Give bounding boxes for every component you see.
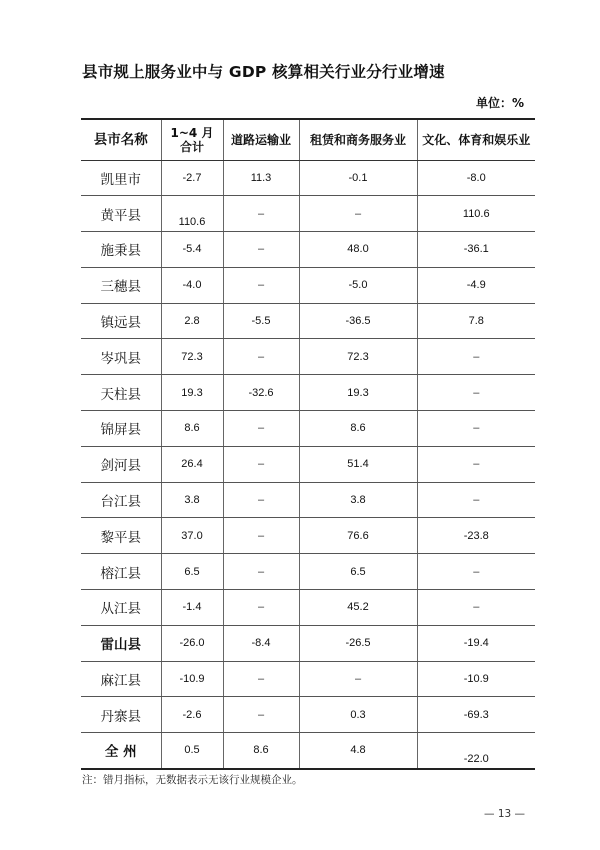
table-row — [81, 446, 535, 482]
county-name-cell: 三穗县 — [81, 267, 161, 303]
leasing-business-cell: 51.4 — [299, 446, 417, 482]
total-cell: 8.6 — [161, 411, 223, 447]
total-cell: 72.3 — [161, 339, 223, 375]
culture-sports-cell: – — [417, 411, 535, 447]
road-transport-cell: -5.5 — [223, 303, 299, 339]
leasing-business-cell: -26.5 — [299, 625, 417, 661]
county-name-cell: 天柱县 — [81, 375, 161, 411]
leasing-business-cell: 48.0 — [299, 232, 417, 268]
road-transport-cell: – — [223, 661, 299, 697]
leasing-business-cell: – — [299, 661, 417, 697]
leasing-business-cell: 76.6 — [299, 518, 417, 554]
page-number: — 13 — — [484, 808, 526, 820]
leasing-business-cell: -36.5 — [299, 303, 417, 339]
county-name-cell: 剑河县 — [81, 446, 161, 482]
total-cell: -2.6 — [161, 697, 223, 733]
header-total — [161, 119, 223, 160]
header-road-transport: 道路运输业 — [223, 119, 299, 160]
road-transport-cell: – — [223, 482, 299, 518]
table-row — [81, 160, 535, 196]
county-name-cell: 施秉县 — [81, 232, 161, 268]
county-name-cell: 榕江县 — [81, 554, 161, 590]
growth-table — [81, 118, 535, 770]
table-row — [81, 625, 535, 661]
table-row — [81, 375, 535, 411]
total-cell: -26.0 — [161, 625, 223, 661]
total-cell: 2.8 — [161, 303, 223, 339]
culture-sports-cell: 110.6 — [417, 196, 535, 232]
leasing-business-cell: 72.3 — [299, 339, 417, 375]
culture-sports-cell: 7.8 — [417, 303, 535, 339]
total-cell: -1.4 — [161, 590, 223, 626]
county-name-cell: 锦屏县 — [81, 411, 161, 447]
culture-sports-cell: – — [417, 375, 535, 411]
culture-sports-cell: – — [417, 446, 535, 482]
culture-sports-cell: – — [417, 339, 535, 375]
leasing-business-cell: 19.3 — [299, 375, 417, 411]
road-transport-cell: – — [223, 697, 299, 733]
county-name-cell: 从江县 — [81, 590, 161, 626]
total-cell: 0.5 — [161, 733, 223, 769]
culture-sports-cell: -8.0 — [417, 160, 535, 196]
road-transport-cell: – — [223, 196, 299, 232]
road-transport-cell: – — [223, 554, 299, 590]
leasing-business-cell: 6.5 — [299, 554, 417, 590]
county-name-cell: 台江县 — [81, 482, 161, 518]
total-cell: -10.9 — [161, 661, 223, 697]
table-row — [81, 518, 535, 554]
total-cell: 19.3 — [161, 375, 223, 411]
leasing-business-cell: -0.1 — [299, 160, 417, 196]
unit-label: 单位：% — [475, 96, 524, 110]
document-title: 县市规上服务业中与 GDP 核算相关行业分行业增速 — [82, 63, 445, 81]
leasing-business-cell: 3.8 — [299, 482, 417, 518]
header-total-line1: 1~4 月 — [170, 125, 214, 140]
table-row — [81, 482, 535, 518]
county-name-cell: 雷山县 — [81, 625, 161, 661]
county-name-cell: 丹寨县 — [81, 697, 161, 733]
road-transport-cell: -8.4 — [223, 625, 299, 661]
table-row — [81, 697, 535, 733]
header-culture-sports: 文化、体育和娱乐业 — [417, 119, 535, 160]
total-cell: -2.7 — [161, 160, 223, 196]
total-cell: -4.0 — [161, 267, 223, 303]
road-transport-cell: – — [223, 339, 299, 375]
table-row — [81, 733, 535, 769]
culture-sports-cell: -4.9 — [417, 267, 535, 303]
table-row — [81, 554, 535, 590]
culture-sports-cell: – — [417, 554, 535, 590]
county-name-cell: 黄平县 — [81, 196, 161, 232]
total-cell: 37.0 — [161, 518, 223, 554]
footnote: 注：错月指标，无数据表示无该行业规模企业。 — [82, 774, 303, 786]
culture-sports-cell: -19.4 — [417, 625, 535, 661]
culture-sports-cell: -23.8 — [417, 518, 535, 554]
header-total-line2: 合计 — [179, 139, 204, 154]
table-row — [81, 196, 535, 232]
total-cell: 26.4 — [161, 446, 223, 482]
header-leasing-business: 租赁和商务服务业 — [299, 119, 417, 160]
county-name-cell: 岑巩县 — [81, 339, 161, 375]
table-row — [81, 303, 535, 339]
leasing-business-cell: 4.8 — [299, 733, 417, 769]
county-name-cell: 镇远县 — [81, 303, 161, 339]
table-row — [81, 590, 535, 626]
leasing-business-cell: 45.2 — [299, 590, 417, 626]
road-transport-cell: 8.6 — [223, 733, 299, 769]
county-name-cell: 麻江县 — [81, 661, 161, 697]
table-body — [81, 160, 535, 769]
culture-sports-cell: – — [417, 482, 535, 518]
county-name-cell: 凯里市 — [81, 160, 161, 196]
total-cell: -5.4 — [161, 232, 223, 268]
table-row — [81, 661, 535, 697]
table-row — [81, 339, 535, 375]
leasing-business-cell: -5.0 — [299, 267, 417, 303]
total-cell: 3.8 — [161, 482, 223, 518]
road-transport-cell: – — [223, 590, 299, 626]
culture-sports-cell: -22.0 — [417, 733, 535, 769]
culture-sports-cell: -10.9 — [417, 661, 535, 697]
road-transport-cell: -32.6 — [223, 375, 299, 411]
table-row — [81, 411, 535, 447]
table-row — [81, 232, 535, 268]
road-transport-cell: – — [223, 411, 299, 447]
culture-sports-cell: -69.3 — [417, 697, 535, 733]
culture-sports-cell: -36.1 — [417, 232, 535, 268]
leasing-business-cell: – — [299, 196, 417, 232]
county-name-cell: 黎平县 — [81, 518, 161, 554]
road-transport-cell: 11.3 — [223, 160, 299, 196]
total-cell: 110.6 — [161, 196, 223, 232]
table-header-row — [81, 119, 535, 160]
road-transport-cell: – — [223, 232, 299, 268]
table-row — [81, 267, 535, 303]
road-transport-cell: – — [223, 267, 299, 303]
road-transport-cell: – — [223, 518, 299, 554]
leasing-business-cell: 8.6 — [299, 411, 417, 447]
total-cell: 6.5 — [161, 554, 223, 590]
culture-sports-cell: – — [417, 590, 535, 626]
header-county-name: 县市名称 — [81, 119, 161, 160]
leasing-business-cell: 0.3 — [299, 697, 417, 733]
county-name-cell: 全 州 — [81, 733, 161, 769]
road-transport-cell: – — [223, 446, 299, 482]
